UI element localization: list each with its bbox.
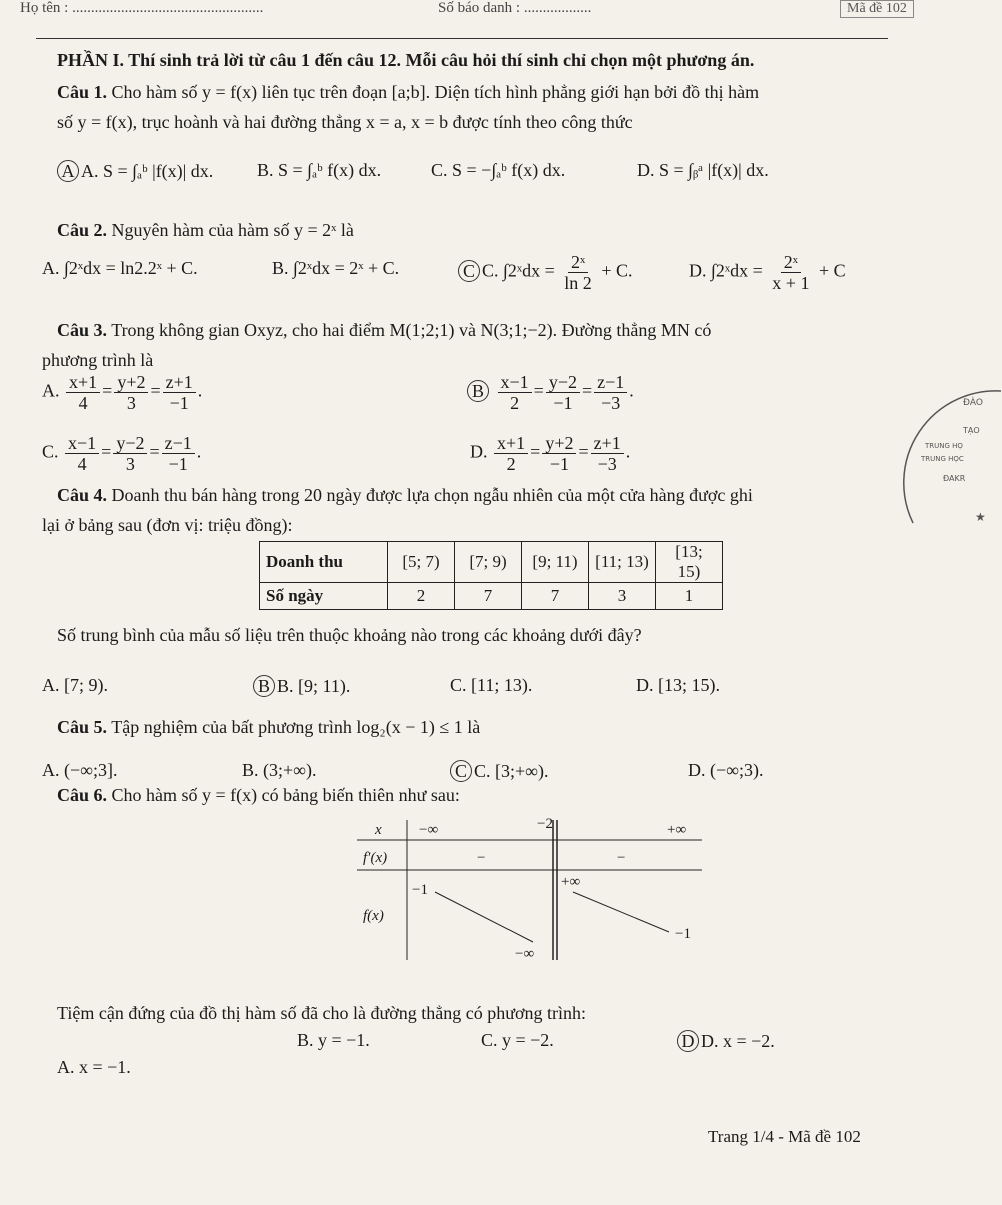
table-row	[260, 583, 723, 610]
q3-stem-line1: Câu 3. Trong không gian Oxyz, cho hai điểm M(1;2;1) và N(3;1;−2). Đường thẳng MN có	[57, 320, 712, 340]
q1-option-d[interactable]: D. S = ∫ᵦᵃ |f(x)| dx.	[637, 160, 769, 180]
q6-option-b[interactable]: B. y = −1.	[297, 1030, 370, 1050]
bbt-f-val: +∞	[561, 874, 581, 890]
q1-option-b[interactable]: B. S = ∫ₐᵇ f(x) dx.	[257, 160, 382, 180]
table-header-cell: Doanh thu	[260, 542, 388, 583]
table-cell: 7	[455, 583, 522, 610]
q2-stem: Câu 2. Nguyên hàm của hàm số y = 2ˣ là	[57, 220, 354, 240]
table-row	[260, 542, 723, 583]
q6-option-d[interactable]: D D. x = −2.	[677, 1030, 775, 1052]
school-stamp	[893, 383, 1002, 533]
bbt-x-label: x	[375, 822, 382, 838]
stamp-line-2: TRUNG HỌ	[925, 442, 963, 450]
bbt-x-val: −∞	[419, 822, 439, 838]
q5-option-b[interactable]: B. (3;+∞).	[242, 760, 317, 780]
answer-mark-icon: C	[450, 760, 472, 782]
q3-option-a[interactable]: A. $\frac{x+1}{4}$ = $\frac{y+2}{3}$ = $\frac{z+1}{-1}$ .	[42, 372, 203, 413]
table-cell: 1	[656, 583, 723, 610]
q4-option-d[interactable]: D. [13; 15).	[636, 675, 720, 695]
variation-table	[357, 810, 702, 960]
stamp-line-4: ĐAKR	[943, 474, 966, 483]
q4-stem-line2: lại ở bảng sau (đơn vị: triệu đồng):	[42, 515, 293, 535]
q4-question: Số trung bình của mẫu số liệu trên thuộc khoảng nào trong các khoảng dưới đây?	[57, 625, 642, 645]
q3-stem-line2: phương trình là	[42, 350, 154, 370]
bbt-f-label: f(x)	[363, 908, 384, 924]
table-cell: 7	[522, 583, 589, 610]
q5-option-c[interactable]: C C. [3;+∞).	[450, 760, 548, 782]
q6-option-a[interactable]: A. x = −1.	[57, 1057, 131, 1077]
table-cell: [9; 11)	[522, 542, 589, 583]
stamp-line-0: ĐÀO	[963, 398, 983, 408]
bbt-sign: −	[617, 850, 626, 866]
q4-stem-line1: Câu 4. Doanh thu bán hàng trong 20 ngày được lựa chọn ngẫu nhiên của một cửa hàng được ghi	[57, 485, 753, 505]
q3-option-d[interactable]: D. $\frac{x+1}{2}$ = $\frac{y+2}{-1}$ = $\frac{z+1}{-3}$ .	[470, 433, 631, 474]
q3-option-b[interactable]: B $\frac{x-1}{2}$ = $\frac{y-2}{-1}$ = $\frac{z-1}{-3}$ .	[467, 372, 634, 413]
q2-option-c[interactable]: C C. ∫2ˣdx = $\frac{\text{2ˣ}}{\ln 2}$ + C.	[458, 252, 632, 293]
name-field: Họ tên : ...................................................	[20, 0, 264, 16]
table-cell: 3	[589, 583, 656, 610]
q1-option-c[interactable]: C. S = −∫ₐᵇ f(x) dx.	[431, 160, 566, 180]
q1-stem-line1: Câu 1. Cho hàm số y = f(x) liên tục trên đoạn [a;b]. Diện tích hình phẳng giới hạn bởi đồ thị hàm	[57, 82, 760, 102]
stamp-line-1: TẠO	[963, 426, 980, 435]
table-cell: [7; 9)	[455, 542, 522, 583]
q4-option-b[interactable]: B B. [9; 11).	[253, 675, 350, 697]
bbt-x-val: −2	[537, 816, 553, 832]
bbt-f-val: −∞	[515, 946, 535, 960]
answer-mark-icon: B	[467, 380, 489, 402]
table-cell: [11; 13)	[589, 542, 656, 583]
q5-stem: Câu 5. Tập nghiệm của bất phương trình log₂(x − 1) ≤ 1 là	[57, 717, 481, 737]
stamp-line-3: TRUNG HỌC	[921, 455, 964, 463]
q4-option-c[interactable]: C. [11; 13).	[450, 675, 533, 695]
header-divider	[36, 38, 888, 39]
section-title: PHẦN I. Thí sinh trả lời từ câu 1 đến câu 12. Mỗi câu hỏi thí sinh chỉ chọn một phương án.	[57, 50, 755, 70]
q1-option-a[interactable]: A A. S = ∫ₐᵇ |f(x)| dx.	[57, 160, 213, 182]
table-cell: 2	[388, 583, 455, 610]
q4-option-a[interactable]: A. [7; 9).	[42, 675, 108, 695]
answer-mark-icon: D	[677, 1030, 699, 1052]
q2-option-d[interactable]: D. ∫2ˣdx = $\frac{\text{2ˣ}}{x + 1}$ + C	[689, 252, 846, 293]
q3-option-c[interactable]: C. $\frac{x-1}{4}$ = $\frac{y-2}{3}$ = $\frac{z-1}{-1}$ .	[42, 433, 202, 474]
q2-option-a[interactable]: A. ∫2ˣdx = ln2.2ˣ + C.	[42, 258, 198, 278]
q2-option-b[interactable]: B. ∫2ˣdx = 2ˣ + C.	[272, 258, 400, 278]
table-header-cell: Số ngày	[260, 583, 388, 610]
svg-text:★: ★	[975, 510, 986, 524]
page-footer: Trang 1/4 - Mã đề 102	[708, 1127, 861, 1146]
q6-stem: Câu 6. Cho hàm số y = f(x) có bảng biến thiên như sau:	[57, 785, 460, 805]
answer-mark-icon: C	[458, 260, 480, 282]
q1-stem-line2: số y = f(x), trục hoành và hai đường thẳng x = a, x = b được tính theo công thức	[57, 112, 633, 132]
table-cell: [5; 7)	[388, 542, 455, 583]
table-cell: [13; 15)	[656, 542, 723, 583]
sbd-field: Số báo danh : ..................	[438, 0, 592, 16]
revenue-table	[259, 541, 723, 610]
bbt-fprime-label: f′(x)	[363, 850, 388, 866]
q6-question: Tiệm cận đứng của đồ thị hàm số đã cho là đường thẳng có phương trình:	[57, 1003, 587, 1023]
q5-option-d[interactable]: D. (−∞;3).	[688, 760, 764, 780]
bbt-f-val: −1	[412, 882, 428, 898]
q5-option-a[interactable]: A. (−∞;3].	[42, 760, 118, 780]
q6-option-c[interactable]: C. y = −2.	[481, 1030, 554, 1050]
exam-code: Mã đề 102	[840, 0, 914, 18]
bbt-f-val: −1	[675, 926, 691, 942]
answer-mark-icon: B	[253, 675, 275, 697]
bbt-sign: −	[477, 850, 486, 866]
bbt-x-val: +∞	[667, 822, 687, 838]
